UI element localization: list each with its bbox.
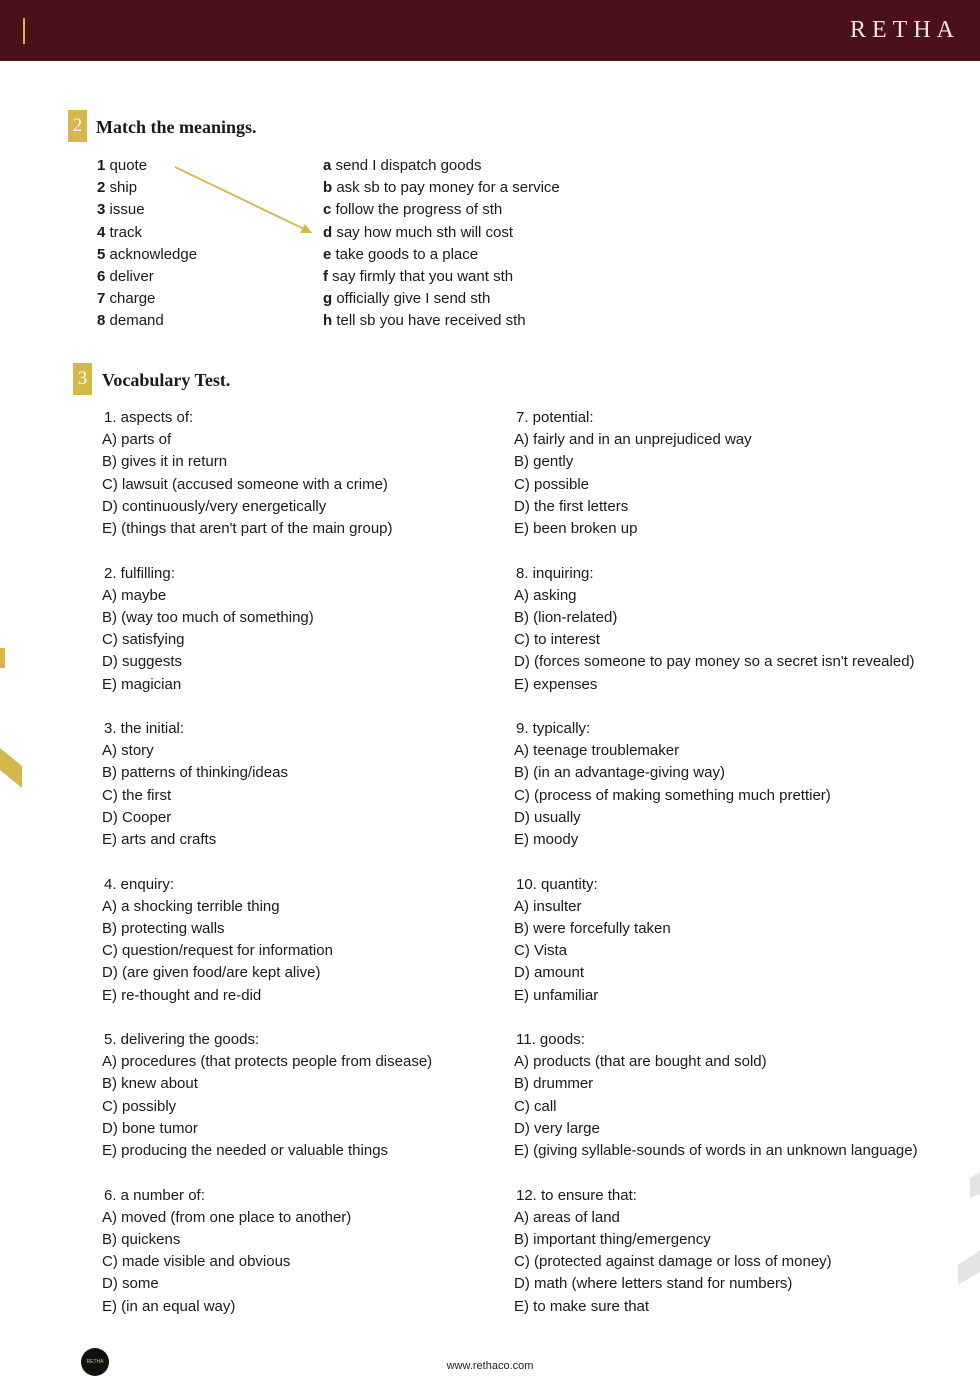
- vocab-question: [514, 1185, 918, 1341]
- match-definition-item-text: tell sb you have received sth: [336, 312, 526, 330]
- vocab-option: E) (in an equal way): [102, 1297, 236, 1315]
- match-word-item-key: 4: [97, 223, 106, 241]
- vocab-option: A) story: [102, 742, 154, 760]
- match-definition-item: [323, 310, 560, 332]
- vocab-option: C) satisfying: [102, 631, 185, 649]
- match-word-item-text: issue: [109, 201, 145, 219]
- vocab-question-title: 10. quantity:: [516, 875, 598, 893]
- match-definition-item-text: take goods to a place: [335, 245, 479, 263]
- vocab-question: [514, 1029, 918, 1185]
- vocab-option: C) possibly: [102, 1097, 177, 1115]
- match-word-item-key: 2: [97, 179, 106, 197]
- vocab-option: D) some: [102, 1275, 159, 1293]
- match-right-list: [323, 155, 560, 333]
- match-definition-item-key: f: [323, 268, 328, 286]
- vocab-option: B) were forcefully taken: [514, 919, 671, 937]
- section-2-badge: 2: [68, 110, 87, 142]
- match-word-item-key: 7: [97, 290, 106, 308]
- vocab-option: D) math (where letters stand for numbers): [514, 1275, 793, 1293]
- vocab-question-title: 5. delivering the goods:: [104, 1031, 260, 1048]
- match-word-item-key: 8: [97, 312, 106, 330]
- match-definition-item: [323, 266, 560, 288]
- vocab-option: B) protecting walls: [102, 919, 225, 937]
- match-word-item: [97, 177, 197, 199]
- vocab-question-title: 6. a number of:: [104, 1186, 205, 1204]
- match-word-item: [97, 288, 197, 310]
- match-definition-item-text: send I dispatch goods: [335, 157, 482, 174]
- vocab-option: B) important thing/emergency: [514, 1230, 711, 1248]
- match-word-item-text: ship: [109, 179, 138, 197]
- vocab-option: B) knew about: [102, 1075, 198, 1093]
- vocab-option: A) areas of land: [514, 1208, 620, 1226]
- vocab-option: A) maybe: [102, 586, 167, 604]
- match-definition-item-key: d: [323, 223, 333, 241]
- match-left-list: [97, 155, 197, 333]
- match-word-item-text: quote: [109, 157, 148, 174]
- match-definition-item-key: e: [323, 245, 332, 263]
- vocab-question-title: 8. inquiring:: [516, 564, 594, 582]
- brand-logo-text: RETHA: [850, 17, 960, 43]
- match-word-item-key: 6: [97, 268, 106, 286]
- match-word-item-text: charge: [109, 290, 156, 308]
- match-definition-item-key: c: [323, 201, 332, 219]
- vocab-option: D) bone tumor: [102, 1119, 198, 1137]
- vocab-option: C) made visible and obvious: [102, 1253, 291, 1271]
- vocab-question-title: 2. fulfilling:: [104, 564, 175, 582]
- header-accent-line: [23, 18, 25, 44]
- vocab-question: [102, 563, 432, 719]
- vocab-option: E) re-thought and re-did: [102, 986, 262, 1004]
- vocab-question: [102, 718, 432, 874]
- vocab-option: B) drummer: [514, 1075, 594, 1093]
- vocab-option: A) a shocking terrible thing: [102, 897, 280, 915]
- match-definition-item: [323, 222, 560, 244]
- vocab-option: B) quickens: [102, 1230, 181, 1248]
- match-word-item-text: acknowledge: [109, 245, 198, 263]
- match-definition-item-text: ask sb to pay money for a service: [336, 179, 560, 197]
- vocab-option: D) (forces someone to pay money so a secret isn't revealed): [514, 653, 915, 671]
- vocab-option: D) the first letters: [514, 497, 629, 515]
- vocab-option: D) amount: [514, 964, 585, 982]
- match-definition-item: [323, 177, 560, 199]
- vocab-option: B) (way too much of something): [102, 608, 314, 626]
- vocab-option: E) arts and crafts: [102, 831, 217, 849]
- vocab-question: [514, 407, 918, 563]
- match-word-item-text: deliver: [109, 268, 154, 286]
- vocab-option: E) producing the needed or valuable things: [102, 1142, 389, 1160]
- vocab-left-column: [102, 407, 432, 1340]
- vocab-option: E) expenses: [514, 675, 598, 693]
- vocab-option: B) gives it in return: [102, 453, 228, 471]
- vocab-option: A) moved (from one place to another): [102, 1208, 352, 1226]
- vocab-option: A) procedures (that protects people from disease): [102, 1053, 433, 1071]
- match-word-item: [97, 155, 197, 177]
- match-word-item-key: 1: [97, 157, 106, 174]
- match-definition-item-text: say firmly that you want sth: [332, 268, 514, 286]
- vocab-option: D) usually: [514, 808, 581, 826]
- vocab-option: E) to make sure that: [514, 1297, 650, 1315]
- match-word-item-key: 3: [97, 201, 106, 219]
- vocab-option: D) (are given food/are kept alive): [102, 964, 321, 982]
- left-edge-decoration: [0, 640, 30, 800]
- section-2-title: Match the meanings.: [96, 117, 257, 137]
- vocab-option: A) parts of: [102, 431, 172, 449]
- vocab-option: C) question/request for information: [102, 942, 333, 960]
- match-word-item: [97, 310, 197, 332]
- match-word-item: [97, 244, 197, 266]
- vocab-option: A) products (that are bought and sold): [514, 1053, 767, 1071]
- vocab-question-title: 7. potential:: [516, 409, 594, 426]
- vocab-question: [102, 1185, 432, 1341]
- vocab-question: [102, 874, 432, 1030]
- vocab-option: E) unfamiliar: [514, 986, 599, 1004]
- vocab-option: E) (things that aren't part of the main group): [102, 520, 393, 538]
- match-word-item: [97, 222, 197, 244]
- vocab-question-title: 11. goods:: [516, 1031, 585, 1048]
- match-definition-item-key: b: [323, 179, 333, 197]
- vocab-option: E) been broken up: [514, 520, 638, 538]
- vocab-option: A) insulter: [514, 897, 582, 915]
- match-word-item-key: 5: [97, 245, 106, 263]
- vocab-option: C) (protected against damage or loss of money): [514, 1253, 832, 1271]
- vocab-option: E) moody: [514, 831, 579, 849]
- vocab-option: D) Cooper: [102, 808, 172, 826]
- vocab-question-title: 4. enquiry:: [104, 875, 175, 893]
- vocab-option: C) Vista: [514, 942, 568, 960]
- vocab-option: D) very large: [514, 1119, 600, 1137]
- vocab-question-title: 1. aspects of:: [104, 409, 194, 426]
- vocab-question: [514, 563, 918, 719]
- match-word-item-text: demand: [109, 312, 164, 330]
- vocab-option: A) fairly and in an unprejudiced way: [514, 431, 752, 449]
- vocab-question: [514, 718, 918, 874]
- vocab-option: B) (in an advantage-giving way): [514, 764, 725, 782]
- right-edge-decoration: [950, 1170, 980, 1300]
- vocab-question: [514, 874, 918, 1030]
- vocab-option: C) the first: [102, 786, 172, 804]
- vocab-question-title: 9. typically:: [516, 720, 591, 737]
- section-3-title: Vocabulary Test.: [102, 370, 231, 390]
- vocab-right-column: [514, 407, 918, 1340]
- vocab-option: B) patterns of thinking/ideas: [102, 764, 288, 782]
- vocab-question: [102, 1029, 432, 1185]
- match-definition-item: [323, 199, 560, 221]
- match-definition-item-key: h: [323, 312, 333, 330]
- match-definition-item: [323, 288, 560, 310]
- match-definition-item-text: follow the progress of sth: [335, 201, 503, 219]
- match-word-item: [97, 199, 197, 221]
- vocab-question-title: 12. to ensure that:: [516, 1186, 637, 1204]
- vocab-option: C) possible: [514, 475, 590, 493]
- match-word-item-text: track: [109, 223, 143, 241]
- footer-logo: RETHA: [81, 1348, 109, 1376]
- footer-url[interactable]: www.rethaco.com: [446, 1360, 534, 1372]
- vocab-option: C) lawsuit (accused someone with a crime): [102, 475, 388, 493]
- vocab-option: B) gently: [514, 453, 574, 471]
- match-definition-item-key: a: [323, 157, 332, 174]
- vocab-option: A) asking: [514, 586, 577, 604]
- match-definition-item-text: officially give I send sth: [336, 290, 491, 308]
- vocab-option: C) to interest: [514, 631, 600, 649]
- match-definition-item-key: g: [323, 290, 333, 308]
- match-definition-item-text: say how much sth will cost: [336, 223, 514, 241]
- vocab-option: B) (lion-related): [514, 608, 618, 626]
- section-3-badge: 3: [73, 363, 92, 395]
- vocab-option: D) suggests: [102, 653, 183, 671]
- vocab-option: E) magician: [102, 675, 182, 693]
- header-bar: [0, 0, 980, 61]
- vocab-question-title: 3. the initial:: [104, 720, 185, 737]
- vocab-option: D) continuously/very energetically: [102, 497, 327, 515]
- match-definition-item: [323, 244, 560, 266]
- match-word-item: [97, 266, 197, 288]
- vocab-option: C) call: [514, 1097, 557, 1115]
- vocab-option: A) teenage troublemaker: [514, 742, 680, 760]
- vocab-option: C) (process of making something much prettier): [514, 786, 831, 804]
- vocab-option: E) (giving syllable-sounds of words in an unknown language): [514, 1142, 918, 1160]
- vocab-question: [102, 407, 432, 563]
- match-definition-item: [323, 155, 560, 177]
